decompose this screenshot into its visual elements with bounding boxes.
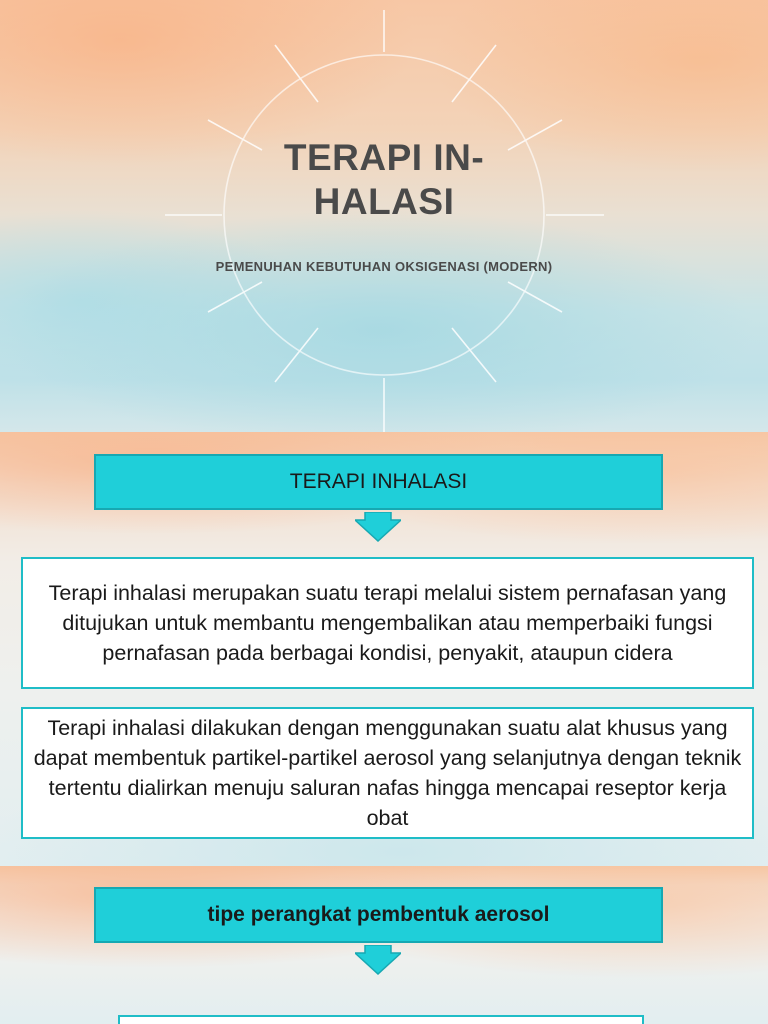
method-paragraph: Terapi inhalasi dilakukan dengan menggunakan suatu alat khusus yang dapat membentuk partikel-partikel aerosol yang selanjutnya dengan teknik tertentu dialirkan menuju saluran nafas hingga mencapai reseptor kerja obat [21, 707, 754, 839]
arrow-down-icon [355, 945, 401, 975]
content-slide-device-types [0, 866, 768, 1024]
title-slide [0, 0, 768, 432]
slide-subtitle: PEMENUHAN KEBUTUHAN OKSIGENASI (MODERN) [215, 259, 553, 274]
slide-title: TERAPI IN-HALASI [283, 137, 485, 222]
content-slide-definition [0, 432, 768, 866]
arrow-down-icon [355, 512, 401, 542]
device-list-box [118, 1015, 644, 1024]
section-header: TERAPI INHALASI [94, 454, 663, 510]
definition-paragraph: Terapi inhalasi merupakan suatu terapi melalui sistem pernafasan yang ditujukan untuk membantu mengembalikan atau memperbaiki fungsi pernafasan pada berbagai kondisi, penyakit, ataupun cidera [21, 557, 754, 689]
section-header: tipe perangkat pembentuk aerosol [94, 887, 663, 943]
